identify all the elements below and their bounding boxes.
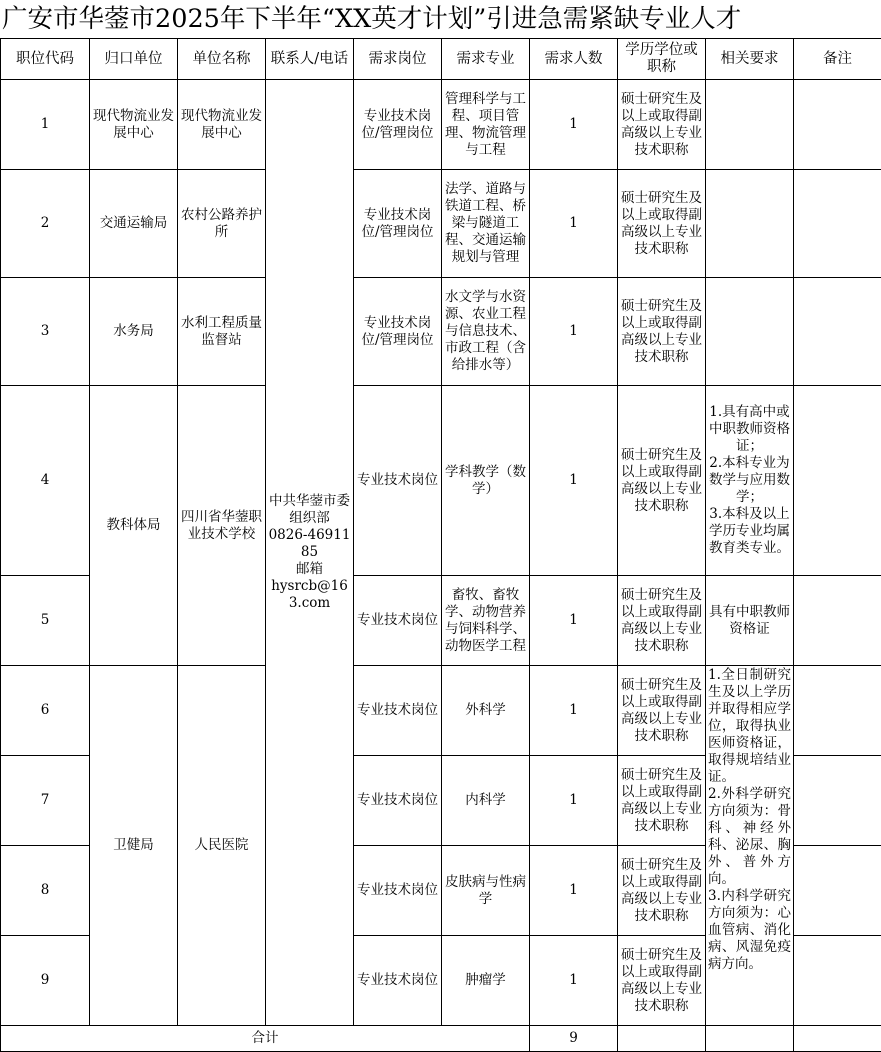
cell-count: 1	[530, 386, 618, 576]
header-code: 职位代码	[1, 39, 90, 80]
header-dept: 归口单位	[90, 39, 178, 80]
cell-degree: 硕士研究生及以上或取得副高级以上专业技术职称	[618, 756, 706, 846]
cell-post: 专业技术岗位	[354, 576, 442, 666]
cell-requirements	[706, 80, 794, 170]
page-title: 广安市华蓥市2025年下半年“XX英才计划”引进急需紧缺专业人才	[2, 4, 742, 34]
cell-major: 法学、道路与铁道工程、桥梁与隧道工程、交通运输规划与管理	[442, 170, 530, 278]
cell-empty	[618, 1026, 706, 1052]
cell-major: 水文学与水资源、农业工程与信息技术、市政工程（含给排水等）	[442, 278, 530, 386]
recruitment-table	[0, 38, 881, 1052]
header-remark: 备注	[794, 39, 881, 80]
cell-post: 专业技术岗位/管理岗位	[354, 278, 442, 386]
cell-remark	[794, 666, 881, 756]
cell-requirements	[706, 170, 794, 278]
cell-post: 专业技术岗位	[354, 936, 442, 1026]
cell-count: 1	[530, 756, 618, 846]
cell-dept: 现代物流业发展中心	[90, 80, 178, 170]
cell-count: 1	[530, 80, 618, 170]
cell-unit: 现代物流业发展中心	[178, 80, 266, 170]
cell-degree: 硕士研究生及以上或取得副高级以上专业技术职称	[618, 576, 706, 666]
cell-unit: 人民医院	[178, 666, 266, 1026]
cell-requirements: 具有中职教师资格证	[706, 576, 794, 666]
cell-remark	[794, 756, 881, 846]
cell-remark	[794, 170, 881, 278]
cell-requirements	[706, 666, 794, 1026]
cell-remark	[794, 80, 881, 170]
cell-code: 1	[1, 80, 90, 170]
cell-degree: 硕士研究生及以上或取得副高级以上专业技术职称	[618, 386, 706, 576]
table-row	[1, 278, 881, 386]
cell-dept: 卫健局	[90, 666, 178, 1026]
cell-degree: 硕士研究生及以上或取得副高级以上专业技术职称	[618, 666, 706, 756]
cell-code: 9	[1, 936, 90, 1026]
requirement-item: 1.全日制研究生及以上学历并取得相应学位，取得执业医师资格证，取得规培结业证。	[708, 666, 791, 785]
cell-code: 7	[1, 756, 90, 846]
cell-dept: 教科体局	[90, 386, 178, 666]
cell-code: 5	[1, 576, 90, 666]
total-count: 9	[530, 1026, 618, 1052]
total-row	[1, 1026, 881, 1052]
table-row	[1, 80, 881, 170]
cell-requirements	[706, 386, 794, 576]
cell-post: 专业技术岗位	[354, 846, 442, 936]
cell-count: 1	[530, 170, 618, 278]
cell-requirements	[706, 278, 794, 386]
cell-post: 专业技术岗位	[354, 756, 442, 846]
cell-count: 1	[530, 576, 618, 666]
cell-code: 3	[1, 278, 90, 386]
cell-remark	[794, 846, 881, 936]
cell-remark	[794, 936, 881, 1026]
cell-empty	[706, 1026, 794, 1052]
requirement-item: 2.外科学研究方向须为：骨科、神经外科、泌尿、胸外、普外方向。	[708, 785, 791, 887]
header-contact: 联系人/电话	[266, 39, 354, 80]
header-requirements: 相关要求	[706, 39, 794, 80]
total-label: 合计	[1, 1026, 530, 1052]
cell-degree: 硕士研究生及以上或取得副高级以上专业技术职称	[618, 936, 706, 1026]
cell-contact	[266, 80, 354, 1026]
cell-remark	[794, 576, 881, 666]
cell-remark	[794, 386, 881, 576]
cell-unit: 水利工程质量监督站	[178, 278, 266, 386]
cell-degree: 硕士研究生及以上或取得副高级以上专业技术职称	[618, 80, 706, 170]
requirement-item: 2.本科专业为数学与应用数学；	[709, 455, 790, 505]
contact-mail-label: 邮箱	[296, 561, 323, 577]
requirement-item: 1.具有高中或中职教师资格证；	[709, 404, 790, 454]
cell-dept: 水务局	[90, 278, 178, 386]
requirement-item: 3.本科及以上学历专业均属教育类专业。	[709, 506, 790, 556]
requirement-item: 3.内科学研究方向须为：心血管病、消化病、风湿免疫病方向。	[708, 887, 791, 972]
cell-remark	[794, 278, 881, 386]
cell-post: 专业技术岗位	[354, 666, 442, 756]
cell-degree: 硕士研究生及以上或取得副高级以上专业技术职称	[618, 170, 706, 278]
cell-post: 专业技术岗位/管理岗位	[354, 170, 442, 278]
cell-count: 1	[530, 666, 618, 756]
cell-post: 专业技术岗位/管理岗位	[354, 80, 442, 170]
header-major: 需求专业	[442, 39, 530, 80]
cell-unit: 四川省华蓥职业技术学校	[178, 386, 266, 666]
cell-major: 内科学	[442, 756, 530, 846]
cell-count: 1	[530, 936, 618, 1026]
cell-dept: 交通运输局	[90, 170, 178, 278]
cell-major: 外科学	[442, 666, 530, 756]
cell-major: 皮肤病与性病学	[442, 846, 530, 936]
cell-count: 1	[530, 278, 618, 386]
cell-count: 1	[530, 846, 618, 936]
cell-code: 2	[1, 170, 90, 278]
cell-code: 8	[1, 846, 90, 936]
table-row	[1, 666, 881, 756]
cell-major: 肿瘤学	[442, 936, 530, 1026]
contact-email: hysrcb@163.com	[271, 578, 348, 611]
header-count: 需求人数	[530, 39, 618, 80]
cell-empty	[794, 1026, 881, 1052]
cell-major: 畜牧、畜牧学、动物营养与饲料科学、动物医学工程	[442, 576, 530, 666]
table-row	[1, 170, 881, 278]
table-row	[1, 386, 881, 576]
contact-org: 中共华蓥市委组织部	[269, 493, 350, 526]
header-degree: 学历学位或职称	[618, 39, 706, 80]
header-row	[1, 39, 881, 80]
cell-major: 管理科学与工程、项目管理、物流管理与工程	[442, 80, 530, 170]
cell-code: 6	[1, 666, 90, 756]
cell-degree: 硕士研究生及以上或取得副高级以上专业技术职称	[618, 278, 706, 386]
cell-post: 专业技术岗位	[354, 386, 442, 576]
cell-code: 4	[1, 386, 90, 576]
header-unit: 单位名称	[178, 39, 266, 80]
cell-major: 学科教学（数学）	[442, 386, 530, 576]
contact-phone: 0826-4691185	[268, 527, 351, 560]
cell-unit: 农村公路养护所	[178, 170, 266, 278]
cell-degree: 硕士研究生及以上或取得副高级以上专业技术职称	[618, 846, 706, 936]
requirements-list	[708, 667, 791, 1025]
header-post: 需求岗位	[354, 39, 442, 80]
